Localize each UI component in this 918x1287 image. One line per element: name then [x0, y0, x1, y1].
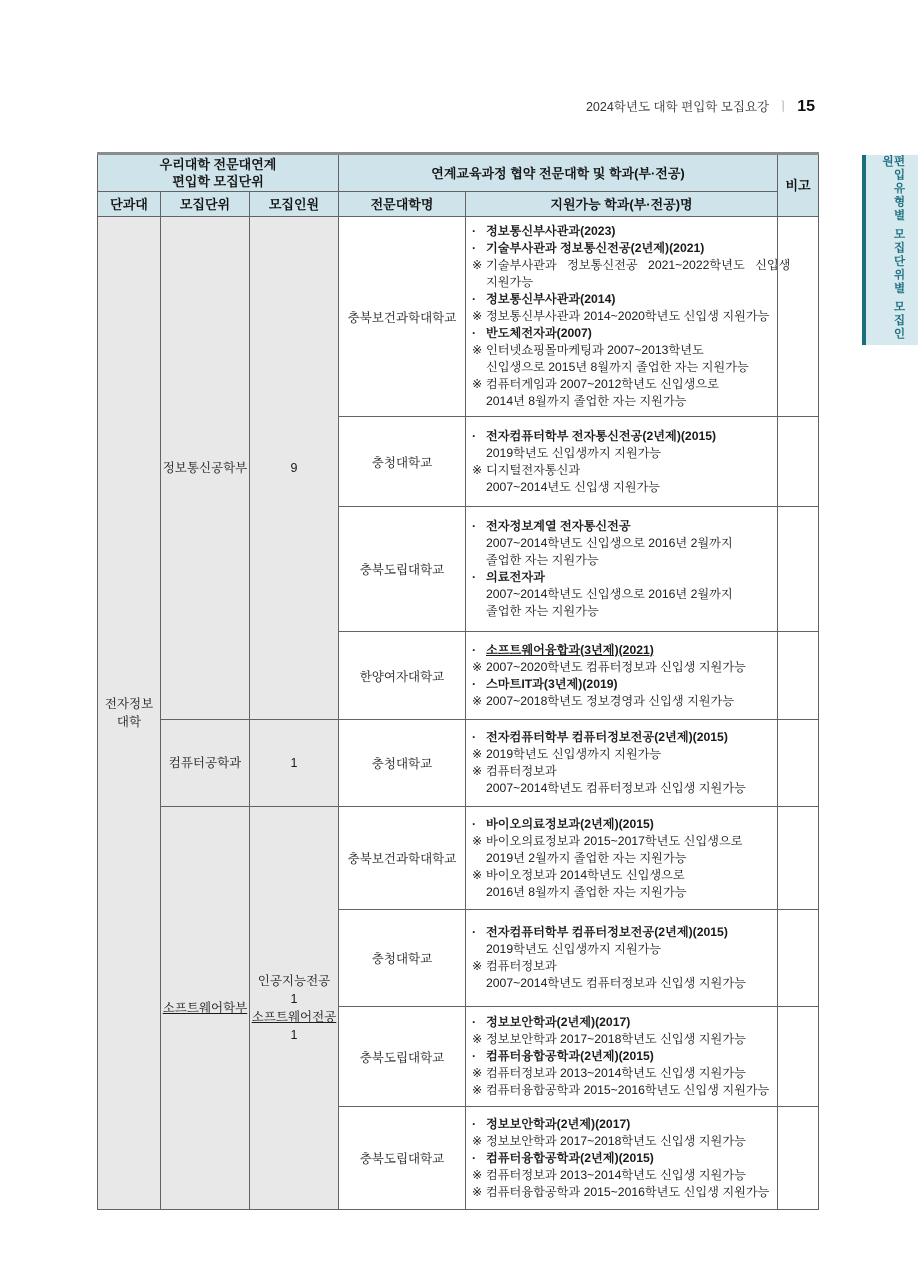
- remark-cell: [778, 417, 819, 507]
- unit-cell: 소프트웨어학부: [161, 807, 250, 1210]
- quota-cell: 9: [250, 217, 339, 720]
- unit-cell: 정보통신공학부: [161, 217, 250, 720]
- majors-cell: [466, 1107, 778, 1210]
- major-line: · 정보보안학과(2년제)(2017): [472, 1015, 631, 1029]
- header-college: 단과대: [98, 192, 161, 217]
- jc-name-cell: 충북보건과학대학교: [339, 217, 466, 417]
- note-line: ※ 컴퓨터정보과: [472, 764, 557, 778]
- jc-name-cell: 충북도립대학교: [339, 1007, 466, 1107]
- majors-cell: [466, 720, 778, 807]
- table-header-row-1: [98, 154, 819, 192]
- note-line: 신입생으로 2015년 8월까지 졸업한 자는 지원가능: [486, 360, 749, 374]
- note-line: ※ 컴퓨터정보과 2013~2014학년도 신입생 지원가능: [472, 1066, 746, 1080]
- majors-cell: [466, 632, 778, 720]
- major-line: · 소프트웨어융합과(3년제)(2021): [472, 642, 654, 657]
- note-line: 졸업한 자는 지원가능: [486, 553, 599, 567]
- note-line: 지원가능: [486, 275, 534, 289]
- remark-cell: [778, 1007, 819, 1107]
- note-line: ※ 컴퓨터융합공학과 2015~2016학년도 신입생 지원가능: [472, 1184, 770, 1199]
- major-line: · 바이오의료정보과(2년제)(2015): [472, 816, 654, 831]
- table-row: [98, 807, 819, 910]
- note-line: ※ 컴퓨터게임과 2007~2012학년도 신입생으로: [472, 377, 719, 391]
- note-line: ※ 정보보안학과 2017~2018학년도 신입생 지원가능: [472, 1133, 746, 1148]
- major-line: · 전자컴퓨터학부 전자통신전공(2년제)(2015): [472, 428, 717, 443]
- major-line: · 반도체전자과(2007): [472, 326, 592, 340]
- note-line: 2007~2014년도 신입생 지원가능: [486, 479, 661, 494]
- major-line: · 정보통신부사관과(2014): [472, 292, 616, 306]
- note-line: 2007~2014학년도 컴퓨터정보과 신입생 지원가능: [486, 781, 746, 795]
- remark-cell: [778, 507, 819, 632]
- major-line: · 스마트IT과(3년제)(2019): [472, 676, 618, 691]
- note-line: ※ 기술부사관과 정보통신전공 2021~2022학년도 신입생: [472, 258, 791, 272]
- document-title: 2024학년도 대학 편입학 모집요강: [585, 100, 770, 114]
- note-line: ※ 정보통신부사관과 2014~2020학년도 신입생 지원가능: [472, 309, 770, 323]
- note-line: ※ 디지털전자통신과: [472, 462, 581, 477]
- note-line: ※ 컴퓨터정보과 2013~2014학년도 신입생 지원가능: [472, 1167, 746, 1182]
- note-line: ※ 바이오의료정보과 2015~2017학년도 신입생으로: [472, 833, 743, 848]
- page-header: [97, 97, 815, 116]
- unit-cell: 컴퓨터공학과: [161, 720, 250, 807]
- college-cell: 전자정보 대학: [98, 217, 161, 1210]
- header-separator: ㅣ: [777, 100, 790, 114]
- note-line: 2016년 8월까지 졸업한 자는 지원가능: [486, 884, 687, 899]
- jc-name-cell: 충북도립대학교: [339, 507, 466, 632]
- major-line: · 전자컴퓨터학부 컴퓨터정보전공(2년제)(2015): [472, 730, 728, 744]
- remark-cell: [778, 720, 819, 807]
- note-line: 2019학년도 신입생까지 지원가능: [486, 942, 662, 956]
- header-remark: 비고: [778, 154, 819, 217]
- header-jc-name: 전문대학명: [339, 192, 466, 217]
- note-line: 2014년 8월까지 졸업한 자는 지원가능: [486, 394, 687, 408]
- quota-cell: 인공지능전공 1 소프트웨어전공 1: [250, 807, 339, 1210]
- jc-name-cell: 충청대학교: [339, 417, 466, 507]
- majors-cell: [466, 507, 778, 632]
- page-number: 15: [797, 98, 815, 115]
- remark-cell: [778, 1107, 819, 1210]
- jc-name-cell: 충북보건과학대학교: [339, 807, 466, 910]
- note-line: ※ 바이오정보과 2014학년도 신입생으로: [472, 867, 685, 882]
- major-line: · 의료전자과: [472, 570, 545, 584]
- header-majors: 지원가능 학과(부·전공)명: [466, 192, 778, 217]
- note-line: 졸업한 자는 지원가능: [486, 604, 599, 618]
- majors-cell: [466, 417, 778, 507]
- note-line: ※ 정보보안학과 2017~2018학년도 신입생 지원가능: [472, 1032, 746, 1046]
- majors-cell: [466, 807, 778, 910]
- note-line: ※ 2019학년도 신입생까지 지원가능: [472, 747, 662, 761]
- note-line: ※ 2007~2020학년도 컴퓨터정보과 신입생 지원가능: [472, 659, 746, 674]
- remark-cell: [778, 910, 819, 1007]
- header-group-partner-colleges: 연계교육과정 협약 전문대학 및 학과(부·전공): [339, 154, 778, 192]
- major-line: · 컴퓨터융합공학과(2년제)(2015): [472, 1049, 654, 1063]
- note-line: 2007~2014학년도 컴퓨터정보과 신입생 지원가능: [486, 976, 746, 990]
- note-line: 2007~2014학년도 신입생으로 2016년 2월까지: [486, 587, 733, 601]
- side-tab-label: 편입유형별 모집단위별 모집인원: [881, 155, 905, 341]
- note-line: 2007~2014학년도 신입생으로 2016년 2월까지: [486, 536, 733, 550]
- header-quota: 모집인원: [250, 192, 339, 217]
- note-line: 2019년 2월까지 졸업한 자는 지원가능: [486, 850, 687, 865]
- table-row: [98, 217, 819, 417]
- quota-cell: 1: [250, 720, 339, 807]
- majors-cell: [466, 217, 791, 417]
- note-line: 2019학년도 신입생까지 지원가능: [486, 445, 662, 460]
- majors-cell: [466, 1007, 778, 1107]
- remark-cell: [778, 217, 819, 417]
- header-unit: 모집단위: [161, 192, 250, 217]
- major-line: · 기술부사관과 정보통신전공(2년제)(2021): [472, 241, 705, 255]
- jc-name-cell: 한양여자대학교: [339, 632, 466, 720]
- header-group-our-university: 우리대학 전문대연계 편입학 모집단위: [98, 154, 339, 192]
- side-tab-admission-quota: [862, 155, 918, 345]
- table-row: [98, 720, 819, 807]
- jc-name-cell: 충청대학교: [339, 910, 466, 1007]
- remark-cell: [778, 807, 819, 910]
- note-line: ※ 컴퓨터정보과: [472, 959, 557, 973]
- major-line: · 전자정보계열 전자통신전공: [472, 519, 631, 533]
- remark-cell: [778, 632, 819, 720]
- table-header-row-2: [98, 192, 819, 217]
- jc-name-cell: 충북도립대학교: [339, 1107, 466, 1210]
- major-line: · 전자컴퓨터학부 컴퓨터정보전공(2년제)(2015): [472, 925, 728, 939]
- major-line: · 컴퓨터융합공학과(2년제)(2015): [472, 1150, 654, 1165]
- note-line: ※ 컴퓨터융합공학과 2015~2016학년도 신입생 지원가능: [472, 1083, 770, 1097]
- note-line: ※ 인터넷쇼핑몰마케팅과 2007~2013학년도: [472, 343, 704, 357]
- admission-table: [97, 152, 819, 1210]
- jc-name-cell: 충청대학교: [339, 720, 466, 807]
- majors-cell: [466, 910, 778, 1007]
- note-line: ※ 2007~2018학년도 정보경영과 신입생 지원가능: [472, 693, 735, 708]
- major-line: · 정보통신부사관과(2023): [472, 224, 616, 238]
- major-line: · 정보보안학과(2년제)(2017): [472, 1116, 631, 1131]
